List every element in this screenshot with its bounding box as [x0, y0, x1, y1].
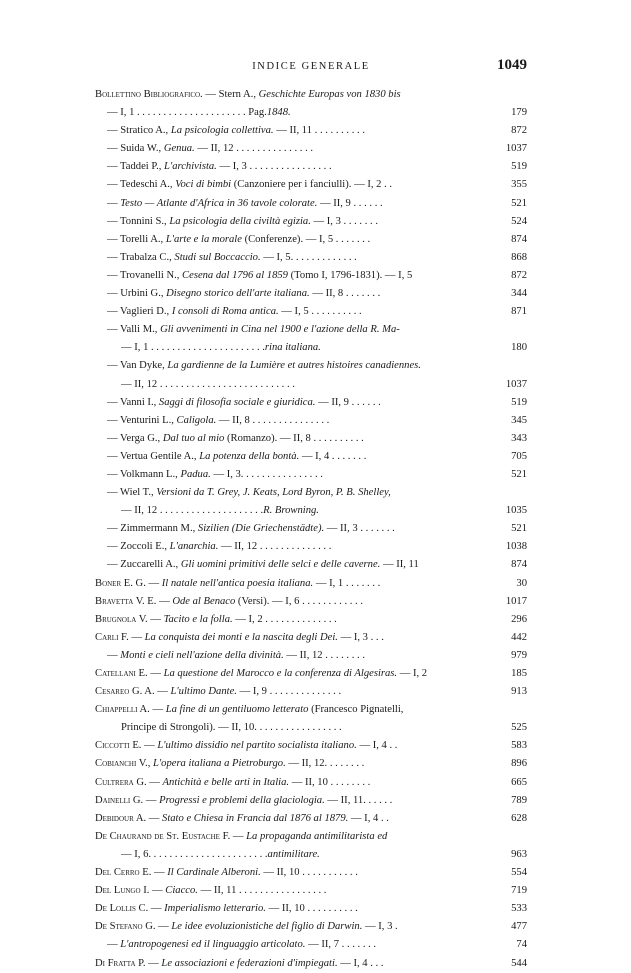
page-ref: 705	[511, 450, 527, 462]
entry-segment: — Stern A.,	[202, 89, 259, 100]
entry-segment: —	[149, 704, 166, 716]
index-line	[95, 357, 527, 375]
entry-title: Disegno storico dell'arte italiana.	[166, 288, 310, 300]
entry-title: Monti e cieli nell'azione della divinità.	[120, 649, 284, 661]
entry-author: Chiappelli A.	[95, 704, 150, 716]
entry-title: Le idee evoluzionistiche del figlio di Darwin.	[171, 921, 363, 933]
page-ref: 665	[511, 776, 527, 788]
entry-author: Ciccotti E.	[95, 740, 142, 752]
index-line	[95, 285, 527, 303]
page-ref: 519	[511, 396, 527, 408]
entry-reference: — I, 3 . . . . . . .	[310, 215, 378, 227]
index-line	[95, 412, 527, 430]
page-ref: 868	[511, 251, 527, 263]
index-line	[95, 376, 527, 394]
entry-segment: —	[148, 903, 165, 915]
index-line	[95, 466, 527, 484]
entry-reference: — I, 4 . .	[356, 740, 398, 752]
entry-reference: — I, 3 . . .	[337, 631, 384, 643]
entry-title: La potenza della bontà.	[199, 450, 300, 462]
entry-segment: —	[230, 830, 247, 842]
entry-author: Boner E. G.	[95, 577, 146, 589]
entry-segment: — Trabalza C.,	[107, 251, 175, 263]
entry-segment: —	[141, 740, 158, 752]
entry-text	[107, 249, 479, 267]
entry-text	[107, 122, 479, 140]
page-ref: 344	[511, 288, 527, 300]
entry-segment: —	[156, 595, 173, 607]
entry-reference: (Francesco Pignatelli,	[308, 704, 404, 716]
entry-text	[107, 140, 479, 158]
entry-author: Del Lungo I.	[95, 885, 150, 897]
entry-segment: — Taddei P.,	[107, 161, 165, 173]
page-ref: 343	[511, 432, 527, 444]
index-line	[95, 629, 527, 647]
entry-reference: — I, 5. . . . . . . . . . . . .	[260, 251, 357, 263]
entry-title: La conquista dei monti e la nascita degli Dei.	[144, 631, 338, 643]
entry-text	[107, 484, 479, 502]
entry-title: Ciacco.	[165, 885, 198, 897]
page-ref: 180	[511, 342, 527, 354]
entry-reference: — II, 8 . . . . . . .	[309, 288, 381, 300]
entry-reference: — I, 3 . . . . . . . . . . . . . . . .	[216, 161, 332, 173]
index-line	[95, 213, 527, 231]
entry-segment: — Wiel T.,	[107, 487, 157, 499]
entry-text	[95, 792, 479, 810]
entry-reference: — II, 12 . . . . . . . .	[283, 649, 365, 661]
page-ref: 74	[516, 939, 527, 951]
entry-text	[107, 104, 479, 122]
page-ref: 872	[511, 125, 527, 137]
entry-reference: — I, 9 . . . . . . . . . . . . . .	[236, 686, 342, 698]
entry-title: Dal tuo al mio	[162, 432, 225, 444]
entry-title: L'ultimo Dante.	[170, 686, 237, 698]
entry-reference: — I, 4 . . . . . . .	[299, 450, 367, 462]
entry-reference: — II, 9 . . . . . .	[317, 197, 383, 209]
entry-segment: — Venturini L.,	[107, 414, 177, 426]
index-line	[95, 104, 527, 122]
entry-author: Dainelli G.	[95, 794, 144, 806]
entry-text	[95, 737, 479, 755]
page-ref: 554	[511, 867, 527, 879]
entry-text	[107, 448, 479, 466]
page-ref: 533	[511, 903, 527, 915]
entry-title: Voci di bimbi	[175, 179, 232, 191]
page-ref: 30	[516, 577, 527, 589]
index-line	[95, 448, 527, 466]
page-ref: 871	[511, 306, 527, 318]
entry-reference: — I, 5 . . . . . . . . . .	[278, 306, 362, 318]
entry-title: L'anarchia.	[169, 541, 219, 553]
entry-title: Gli avvenimenti in Cina nel 1900 e l'azione della R. Ma-	[160, 324, 400, 336]
page-ref: 185	[511, 668, 527, 679]
entry-reference: — I, 1 . . . . . . .	[313, 577, 381, 589]
entry-reference: — I, 4 . . .	[337, 957, 384, 969]
entry-title: Le associazioni e federazioni d'impiegati.	[161, 957, 338, 969]
index-entries	[95, 86, 527, 973]
entry-segment: — I, 1 . . . . . . . . . . . . . . . . . . . . . Pag.	[107, 107, 267, 119]
entry-text	[95, 683, 479, 701]
index-line	[95, 882, 527, 900]
entry-title: L'archivista.	[164, 161, 217, 173]
index-line	[95, 900, 527, 918]
entry-title: La psicologia collettiva.	[170, 125, 274, 137]
entry-author: Brugnola V.	[95, 613, 148, 625]
page-header	[95, 59, 527, 77]
entry-title: Stato e Chiesa in Francia dal 1876 al 1879.	[162, 812, 349, 824]
entry-title: Progressi e problemi della glaciologia.	[159, 794, 325, 806]
entry-text	[107, 195, 479, 213]
index-line	[95, 755, 527, 773]
entry-reference: (Tomo I, 1796-1831). — I, 5	[287, 269, 413, 281]
entry-reference: — II, 11 . . . . . . . . . . . . . . . . .	[197, 885, 327, 897]
page-ref: 628	[511, 812, 527, 824]
entry-text	[95, 774, 479, 792]
entry-title: La questione del Marocco e la conferenza di Algesiras.	[163, 668, 398, 679]
entry-segment: — Zuccarelli A.,	[107, 559, 181, 571]
entry-author: Del Cerro E.	[95, 867, 152, 879]
page-ref: 179	[511, 107, 527, 119]
index-line	[95, 195, 527, 213]
entry-title: Cesena dal 1796 al 1859	[182, 269, 288, 281]
entry-title: Testo — Atlante d'Africa in 36 tavole colorate.	[120, 197, 318, 209]
entry-segment: —	[145, 577, 162, 589]
entry-segment: — II, 12 . . . . . . . . . . . . . . . . . . . . . . . . . .	[121, 378, 295, 390]
entry-segment: —	[147, 613, 164, 625]
entry-text	[107, 936, 479, 954]
entry-author: Cultrera G.	[95, 776, 147, 788]
entry-text	[107, 647, 479, 665]
page-ref: 789	[511, 794, 527, 806]
index-line	[95, 955, 527, 973]
entry-text	[107, 176, 479, 194]
index-line	[95, 86, 527, 104]
index-line	[95, 864, 527, 882]
entry-reference: — II, 7 . . . . . . .	[305, 939, 377, 951]
entry-title: Padua.	[180, 468, 211, 480]
entry-author: Debidour A.	[95, 812, 147, 824]
entry-text	[107, 394, 479, 412]
entry-segment: — I, 6. . . . . . . . . . . . . . . . . . . . . . .	[121, 848, 268, 860]
entry-title: Imperialismo letterario.	[164, 903, 266, 915]
entry-reference: — I, 3. . . . . . . . . . . . . . . .	[210, 468, 323, 480]
entry-title: Il Cardinale Alberoni.	[167, 867, 261, 879]
entry-segment: — Vertua Gentile A.,	[107, 450, 200, 462]
entry-title: Gli uomini primitivi delle selci e delle caverne.	[180, 559, 381, 571]
entry-segment: —	[107, 649, 121, 661]
entry-segment: — Verga G.,	[107, 432, 163, 444]
entry-title: Versioni da T. Grey, J. Keats, Lord Byron, P. B. Shelley,	[156, 487, 391, 499]
entry-segment: —	[143, 794, 160, 806]
index-line	[95, 665, 527, 683]
entry-title: L'antropogenesi ed il linguaggio articolato.	[120, 939, 306, 951]
entry-reference: — I, 2 . . . . . . . . . . . . . .	[232, 613, 337, 625]
entry-title: L'ultimo dissidio nel partito socialista italiano.	[157, 740, 357, 752]
entry-text	[95, 701, 479, 719]
page-ref: 583	[511, 740, 527, 752]
entry-segment: —	[107, 197, 121, 209]
entry-reference: — I, 3 .	[362, 921, 398, 933]
index-line	[95, 502, 527, 520]
entry-text	[107, 520, 479, 538]
entry-title: Geschichte Europas von 1830 bis	[258, 89, 401, 100]
page-ref: 296	[511, 613, 527, 625]
entry-segment: — Trovanelli N.,	[107, 269, 183, 281]
entry-title: Sizilien (Die Griechenstädte).	[197, 523, 325, 535]
entry-text	[121, 339, 479, 357]
page-ref: 442	[511, 631, 527, 643]
entry-reference: — I, 4 . .	[348, 812, 389, 824]
entry-text	[121, 846, 479, 864]
entry-title: La gardienne de la Lumière et autres histoires canadiennes.	[167, 360, 421, 372]
entry-segment: — Zoccoli E.,	[107, 541, 170, 553]
page-title: INDICE GENERALE	[252, 61, 370, 72]
entry-segment: — Vaglieri D.,	[107, 306, 172, 318]
entry-author: Bollettino Bibliografico.	[95, 89, 203, 100]
entry-text	[95, 828, 479, 846]
entry-text	[107, 357, 479, 375]
entry-segment: — Zimmermann M.,	[107, 523, 198, 535]
entry-title: Caligola.	[176, 414, 217, 426]
index-line	[95, 556, 527, 574]
entry-segment: — Van Dyke,	[107, 360, 168, 372]
entry-text	[95, 611, 479, 629]
entry-reference: — II, 8 . . . . . . . . . . . . . . .	[216, 414, 330, 426]
page-ref: 524	[511, 215, 527, 227]
entry-segment: — Suida W.,	[107, 143, 164, 155]
page-ref: 874	[511, 233, 527, 245]
index-line	[95, 683, 527, 701]
entry-segment: — Urbini G.,	[107, 288, 167, 300]
index-line	[95, 122, 527, 140]
entry-segment: — Tonnini S.,	[107, 215, 170, 227]
entry-text	[95, 955, 479, 973]
entry-text	[107, 213, 479, 231]
page-ref: 1037	[505, 378, 527, 390]
index-line	[95, 484, 527, 502]
entry-reference: (Romanzo). — II, 8 . . . . . . . . . .	[224, 432, 364, 444]
entry-text	[107, 231, 479, 249]
page-ref: 521	[511, 523, 527, 535]
entry-text	[95, 575, 479, 593]
entry-title: Ode al Benaco	[172, 595, 236, 607]
index-line	[95, 846, 527, 864]
page-ref: 872	[511, 269, 527, 281]
index-line	[95, 918, 527, 936]
page-ref: 979	[511, 649, 527, 661]
entry-segment: ,	[147, 758, 153, 770]
entry-title: Tacito e la folla.	[163, 613, 233, 625]
entry-reference: (Conferenze). — I, 5 . . . . . . .	[241, 233, 371, 245]
entry-title: Saggi di filosofia sociale e giuridica.	[158, 396, 316, 408]
entry-reference: (Canzoniere per i fanciulli). — I, 2 . .	[231, 179, 393, 191]
page-ref: 1038	[505, 541, 527, 553]
page-ref: 963	[511, 848, 527, 860]
entry-reference: — II, 12 . . . . . . . . . . . . . .	[218, 541, 332, 553]
page-ref: 896	[511, 758, 527, 770]
entry-text	[107, 267, 479, 285]
page-ref: 345	[511, 414, 527, 426]
entry-author: Di Fratta P.	[95, 957, 146, 969]
entry-text	[95, 86, 479, 104]
entry-author: Carli F.	[95, 631, 129, 643]
index-line	[95, 249, 527, 267]
entry-segment: — Stratico A.,	[107, 125, 171, 137]
entry-title: Il natale nell'antica poesia italiana.	[161, 577, 314, 589]
entry-author: De Stefano G.	[95, 921, 156, 933]
entry-text	[95, 593, 479, 611]
entry-text	[107, 412, 479, 430]
entry-title: I consoli di Roma antica.	[171, 306, 279, 318]
index-line	[95, 520, 527, 538]
entry-title: Genua.	[163, 143, 195, 155]
entry-text	[107, 285, 479, 303]
page-ref: 521	[511, 197, 527, 209]
entry-reference: — II, 10 . . . . . . . .	[289, 776, 371, 788]
entry-text	[107, 430, 479, 448]
entry-author: De Chaurand de St. Eustache F.	[95, 830, 231, 842]
entry-text	[95, 864, 479, 882]
page-ref: 874	[511, 559, 527, 571]
entry-reference: — I, 2	[397, 668, 428, 679]
entry-text	[121, 719, 479, 737]
entry-title: R. Browning.	[263, 505, 319, 517]
entry-reference: — II, 12 . . . . . . . . . . . . . . .	[194, 143, 314, 155]
entry-segment: — II, 12 . . . . . . . . . . . . . . . . . . . .	[121, 505, 264, 517]
index-line	[95, 792, 527, 810]
entry-title: 1848.	[266, 107, 291, 119]
page-ref: 355	[511, 179, 527, 191]
entry-segment: —	[107, 939, 121, 951]
entry-segment: — Tedeschi A.,	[107, 179, 176, 191]
index-line	[95, 647, 527, 665]
page-ref: 521	[511, 468, 527, 480]
index-line	[95, 321, 527, 339]
entry-reference: — II, 11 . . . . . . . . . .	[273, 125, 365, 137]
entry-text	[107, 321, 479, 339]
entry-segment: — Volkmann L.,	[107, 468, 181, 480]
index-line	[95, 828, 527, 846]
entry-segment: —	[128, 631, 145, 643]
entry-text	[107, 303, 479, 321]
page-ref: 544	[511, 957, 527, 969]
entry-author: Cesareo G. A.	[95, 686, 155, 698]
entry-reference: — II, 11	[380, 559, 419, 571]
entry-reference: — II, 9 . . . . . .	[315, 396, 381, 408]
entry-reference: — II, 12. . . . . . . .	[285, 758, 365, 770]
entry-segment: —	[154, 686, 171, 698]
entry-title: antimilitare.	[267, 848, 320, 860]
entry-segment: —	[155, 921, 172, 933]
index-line	[95, 810, 527, 828]
page-ref: 1037	[505, 143, 527, 155]
entry-text	[107, 158, 479, 176]
index-line	[95, 575, 527, 593]
entry-text	[121, 502, 479, 520]
entry-segment: Principe di Strongoli). — II, 10. . . . . . . . . . . . . . . . .	[121, 722, 342, 734]
index-line	[95, 140, 527, 158]
entry-author: Bravetta V. E.	[95, 595, 157, 607]
index-line	[95, 267, 527, 285]
entry-segment: —	[145, 957, 162, 969]
index-line	[95, 538, 527, 556]
entry-title: La propaganda antimilitarista ed	[246, 830, 388, 842]
page-ref: 719	[511, 885, 527, 897]
entry-segment: —	[149, 885, 166, 897]
entry-segment: — Valli M.,	[107, 324, 161, 336]
page-ref: 1017	[505, 595, 527, 607]
index-line	[95, 430, 527, 448]
entry-segment: — Torelli A.,	[107, 233, 166, 245]
entry-text	[95, 918, 479, 936]
entry-author: De Lollis C.	[95, 903, 149, 915]
entry-segment: —	[147, 668, 164, 679]
index-line	[95, 303, 527, 321]
entry-title: rina italiana.	[264, 342, 321, 354]
page-ref: 913	[511, 686, 527, 698]
index-line	[95, 774, 527, 792]
page-number: 1049	[497, 57, 527, 73]
index-line	[95, 719, 527, 737]
index-line	[95, 936, 527, 954]
entry-segment: — I, 1 . . . . . . . . . . . . . . . . . . . . . .	[121, 342, 265, 354]
entry-text	[95, 882, 479, 900]
index-line	[95, 394, 527, 412]
entry-text	[95, 810, 479, 828]
entry-title: L'opera italiana a Pietroburgo.	[152, 758, 286, 770]
entry-reference: — II, 3 . . . . . . .	[324, 523, 395, 535]
index-line	[95, 158, 527, 176]
entry-title: Antichità e belle arti in Italia.	[162, 776, 290, 788]
entry-segment: —	[146, 812, 163, 824]
entry-text	[107, 538, 479, 556]
entry-reference: — II, 11. . . . . .	[324, 794, 393, 806]
entry-author: Catellani E.	[95, 668, 148, 679]
entry-text	[121, 376, 479, 394]
entry-title: Studi sul Boccaccio.	[174, 251, 261, 263]
entry-reference: (Versi). — I, 6 . . . . . . . . . . . .	[235, 595, 363, 607]
index-line	[95, 611, 527, 629]
page-ref: 477	[511, 921, 527, 933]
index-line	[95, 231, 527, 249]
entry-text	[107, 556, 479, 574]
entry-text	[107, 466, 479, 484]
entry-title: L'arte e la morale	[165, 233, 242, 245]
index-line	[95, 339, 527, 357]
page-ref: 519	[511, 161, 527, 173]
index-line	[95, 737, 527, 755]
entry-title: La psicologia della civiltà egizia.	[169, 215, 311, 227]
page-ref: 525	[511, 722, 527, 734]
entry-segment: — Vanni I.,	[107, 396, 159, 408]
index-line	[95, 593, 527, 611]
entry-reference: — II, 10 . . . . . . . . . .	[265, 903, 358, 915]
entry-title: La fine di un gentiluomo letterato	[165, 704, 309, 716]
entry-text	[95, 665, 479, 683]
entry-segment: —	[146, 776, 163, 788]
entry-text	[95, 629, 479, 647]
index-line	[95, 701, 527, 719]
entry-text	[95, 900, 479, 918]
entry-text	[95, 755, 479, 773]
entry-reference: — II, 10 . . . . . . . . . . .	[260, 867, 358, 879]
index-line	[95, 176, 527, 194]
page-ref: 1035	[505, 505, 527, 517]
entry-segment: —	[151, 867, 168, 879]
entry-author: Cobianchi V.	[95, 758, 148, 770]
